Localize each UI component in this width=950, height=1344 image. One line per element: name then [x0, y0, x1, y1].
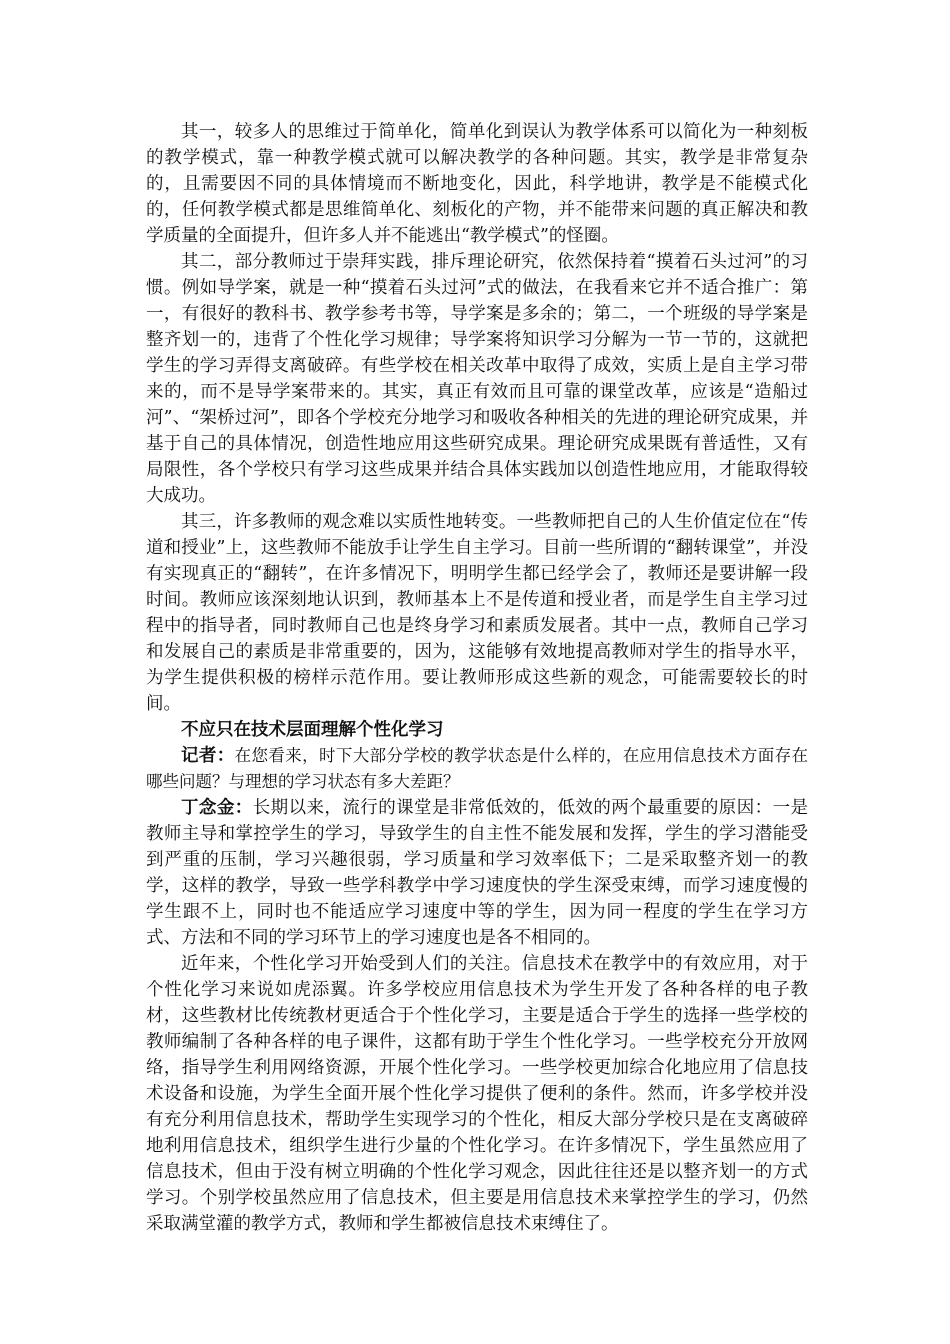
- interviewee-answer-paragraph: [146, 795, 808, 951]
- paragraph-1: 其一，较多人的思维过于简单化，简单化到误认为教学体系可以简化为一种刻板的教学模式，靠一种教学模式就可以解决教学的各种问题。其实，教学是非常复杂的，且需要因不同的具体情境而不断地变化，因此，科学地讲，教学是不能模式化的，任何教学模式都是思维简单化、刻板化的产物，并不能带来问题的真正解决和教学质量的全面提升，但许多人并不能逃出“教学模式”的怪圈。: [146, 122, 808, 246]
- reporter-label: 记者：: [181, 746, 235, 766]
- document-body: [146, 119, 808, 1237]
- closing-paragraph: 近年来，个性化学习开始受到人们的关注。信息技术在教学中的有效应用，对于个性化学习来说如虎添翼。许多学校应用信息技术为学生开发了各种各样的电子教材，这些教材比传统教材更适合于个性化学习，主要是适合于学生的选择一些学校的教师编制了各种各样的电子课件，这都有助于学生个性化学习。一些学校充分开放网络，指导学生利用网络资源，开展个性化学习。一些学校更加综合化地应用了信息技术设备和设施，为学生全面开展个性化学习提供了便利的条件。然而，许多学校并没有充分利用信息技术，帮助学生实现学习的个性化，相反大部分学校只是在支离破碎地利用信息技术，组织学生进行少量的个性化学习。在许多情况下，学生虽然应用了信息技术，但由于没有树立明确的个性化学习观念，因此往往还是以整齐划一的方式学习。个别学校虽然应用了信息技术，但主要是用信息技术来掌控学生的学习，仍然采取满堂灌的教学方式，教师和学生都被信息技术束缚住了。: [146, 954, 808, 1234]
- interviewee-answer: 长期以来，流行的课堂是非常低效的，低效的两个最重要的原因：一是教师主导和掌控学生的学习，导致学生的自主性不能发展和发挥，学生的学习潜能受到严重的压制，学习兴趣很弱，学习质量和学习效率低下；二是采取整齐划一的教学，这样的教学，导致一些学科教学中学习速度快的学生深受束缚，而学习速度慢的学生跟不上，同时也不能适应学习速度中等的学生，因为同一程度的学生在学习方式、方法和不同的学习环节上的学习速度也是各不相同的。: [146, 798, 809, 948]
- reporter-question: 在您看来，时下大部分学校的教学状态是什么样的，在应用信息技术方面存在哪些问题？与理想的学习状态有多大差距？: [146, 746, 808, 791]
- paragraph-3: 其三，许多教师的观念难以实质性地转变。一些教师把自己的人生价值定位在“传道和授业”上，这些教师不能放手让学生自主学习。目前一些所谓的“翻转课堂”，并没有实现真正的“翻转”，在许多情况下，明明学生都已经学会了，教师还是要讲解一段时间。教师应该深刻地认识到，教师基本上不是传道和授业者，而是学生自主学习过程中的指导者，同时教师自己也是终身学习和素质发展者。其中一点，教师自己学习和发展自己的素质是非常重要的，因为，这能够有效地提高教师对学生的指导水平，为学生提供积极的榜样示范作用。要让教师形成这些新的观念，可能需要较长的时间。: [146, 512, 808, 714]
- section-heading: 不应只在技术层面理解个性化学习: [181, 720, 444, 740]
- paragraph-2: 其二，部分教师过于崇拜实践，排斥理论研究，依然保持着“摸着石头过河”的习惯。例如导学案，就是一种“摸着石头过河”式的做法，在我看来它并不适合推广：第一，有很好的教科书、教学参考书等，导学案是多余的；第二，一个班级的导学案是整齐划一的，违背了个性化学习规律；导学案将知识学习分解为一节一节的，这就把学生的学习弄得支离破碎。有些学校在相关改革中取得了成效，实质上是自主学习带来的，而不是导学案带来的。其实，真正有效而且可靠的课堂改革，应该是“造船过河”、“架桥过河”，即各个学校充分地学习和吸收各种相关的先进的理论研究成果，并基于自己的具体情况，创造性地应用这些研究成果。理论研究成果既有普适性，又有局限性，各个学校只有学习这些成果并结合具体实践加以创造性地应用，才能取得较大成功。: [146, 252, 808, 506]
- interviewee-label: 丁念金：: [181, 798, 253, 818]
- reporter-question-paragraph: [146, 743, 808, 795]
